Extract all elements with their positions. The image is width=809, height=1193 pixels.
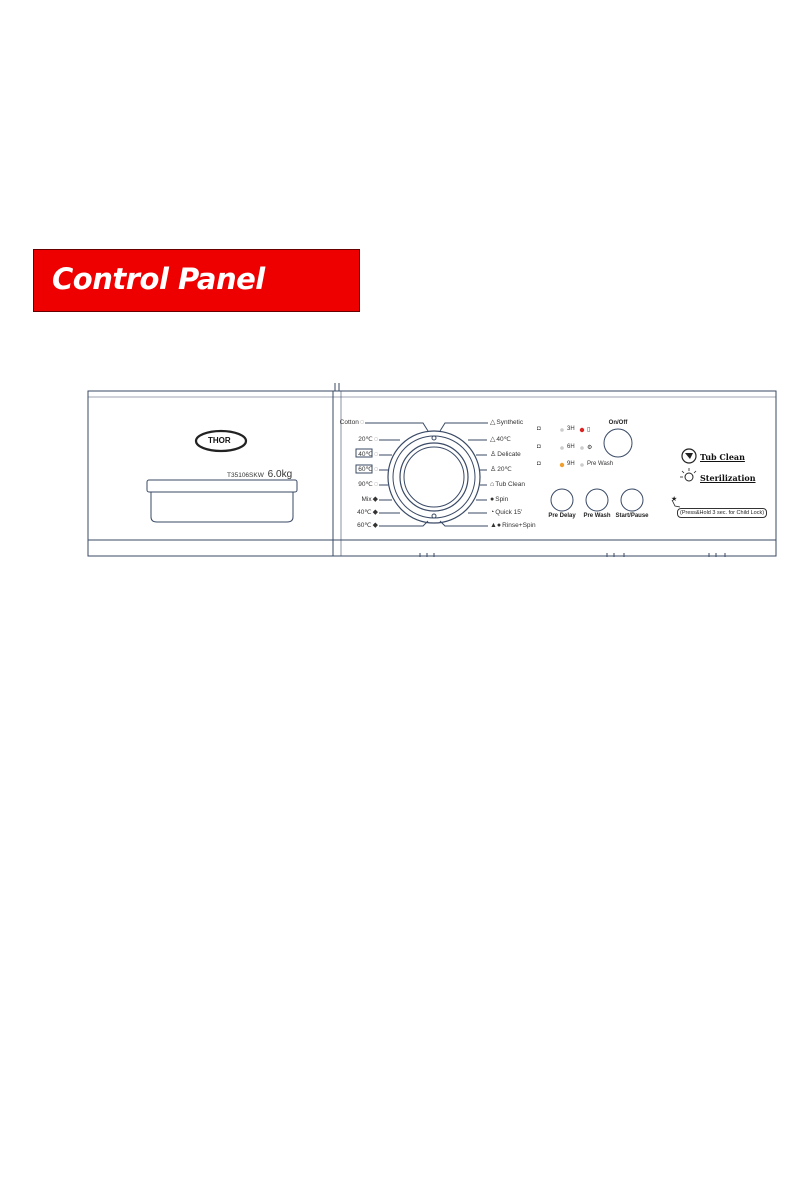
on-off-button[interactable]: [604, 429, 632, 457]
program-label: 40℃: [496, 436, 511, 443]
program-label: 20℃: [497, 466, 512, 473]
delay-9h-label: 9H: [567, 461, 575, 467]
model-label: [227, 469, 292, 480]
sterilization-feature: Sterilization: [700, 473, 756, 483]
cotton-icon: ◌: [373, 436, 378, 443]
svg-text:★: ★: [671, 496, 678, 503]
mix-icon: ◆: [372, 509, 378, 516]
program-quick: [489, 509, 522, 517]
program-label: Delicate: [497, 451, 521, 458]
delay-3h-label: 3H: [567, 426, 575, 432]
brand-logo: THOR: [208, 436, 231, 445]
program-label: Rinse+Spin: [502, 522, 536, 529]
capacity-label: 6.0kg: [267, 469, 293, 480]
program-cotton-40: [333, 451, 379, 459]
control-panel-diagram: [87, 383, 779, 557]
program-label: 60℃: [358, 466, 373, 473]
control-panel-banner: [33, 249, 360, 312]
pre-delay-button[interactable]: [551, 489, 573, 511]
program-label: Cotton: [339, 419, 359, 426]
program-label: Quick 15': [495, 509, 523, 516]
program-synthetic-40: [489, 436, 511, 444]
program-label: Tub Clean: [495, 481, 525, 488]
cotton-icon: ◌: [373, 466, 378, 473]
program-cotton: [327, 419, 365, 427]
delicate-icon: ♙: [490, 466, 497, 473]
mix-icon: ◆: [372, 522, 378, 529]
program-cotton-20: [333, 436, 379, 444]
program-label: 20℃: [358, 436, 373, 443]
mix-icon: ◆: [372, 496, 378, 503]
program-label: 40℃: [358, 451, 373, 458]
program-label: 90℃: [358, 481, 373, 488]
lock-indicator-icon: ▯: [587, 427, 591, 433]
program-label: Synthetic: [496, 419, 524, 426]
program-cotton-90: [333, 481, 379, 489]
cotton-icon: ◌: [373, 481, 378, 488]
quick-icon: ◔: [490, 509, 495, 516]
banner-title: Control Panel: [52, 262, 265, 296]
panel-outline: [87, 383, 779, 557]
cotton-icon: ◌: [359, 419, 364, 426]
program-label: 60℃: [357, 522, 372, 529]
on-off-label: On/Off: [608, 420, 628, 426]
start-pause-button[interactable]: [621, 489, 643, 511]
child-lock-note: (Press&Hold 3 sec. for Child Lock): [677, 508, 767, 518]
tub-clean-icon: ⌂: [490, 481, 495, 488]
pre-wash-button[interactable]: [586, 489, 608, 511]
program-delicate: [489, 451, 521, 459]
program-mix: [333, 496, 379, 504]
program-delicate-20: [489, 466, 512, 474]
program-label: Spin: [495, 496, 509, 503]
synthetic-icon: △: [490, 419, 496, 426]
pre-wash-label: Pre Wash: [583, 513, 611, 519]
program-label: 40℃: [357, 509, 372, 516]
program-mix-60: [333, 522, 379, 530]
start-pause-label: Start/Pause: [615, 513, 649, 519]
program-label: Mix: [361, 496, 372, 503]
cotton-icon: ◌: [373, 451, 378, 458]
delay-indicator-icon: ◘: [537, 444, 541, 450]
delay-6h-label: 6H: [567, 444, 575, 450]
delicate-icon: ♙: [490, 451, 497, 458]
delay-indicator-icon: ◘: [537, 461, 541, 467]
program-mix-40: [333, 509, 379, 517]
program-spin: [489, 496, 508, 504]
delay-indicator-icon: ◘: [537, 426, 541, 432]
prewash-indicator-label: Pre Wash: [587, 461, 614, 467]
model-number: T35106SKW: [227, 472, 264, 479]
gear-indicator-icon: ⚙: [587, 445, 593, 451]
spin-icon: ●: [490, 496, 495, 503]
program-tub-clean: [489, 481, 525, 489]
pre-delay-label: Pre Delay: [548, 513, 576, 519]
rinse-spin-icon: ▲●: [490, 522, 502, 529]
program-synthetic: [489, 419, 523, 427]
tub-clean-feature: Tub Clean: [700, 452, 745, 462]
program-rinse-spin: [489, 522, 536, 530]
program-cotton-60: [333, 466, 379, 474]
synthetic-icon: △: [490, 436, 496, 443]
